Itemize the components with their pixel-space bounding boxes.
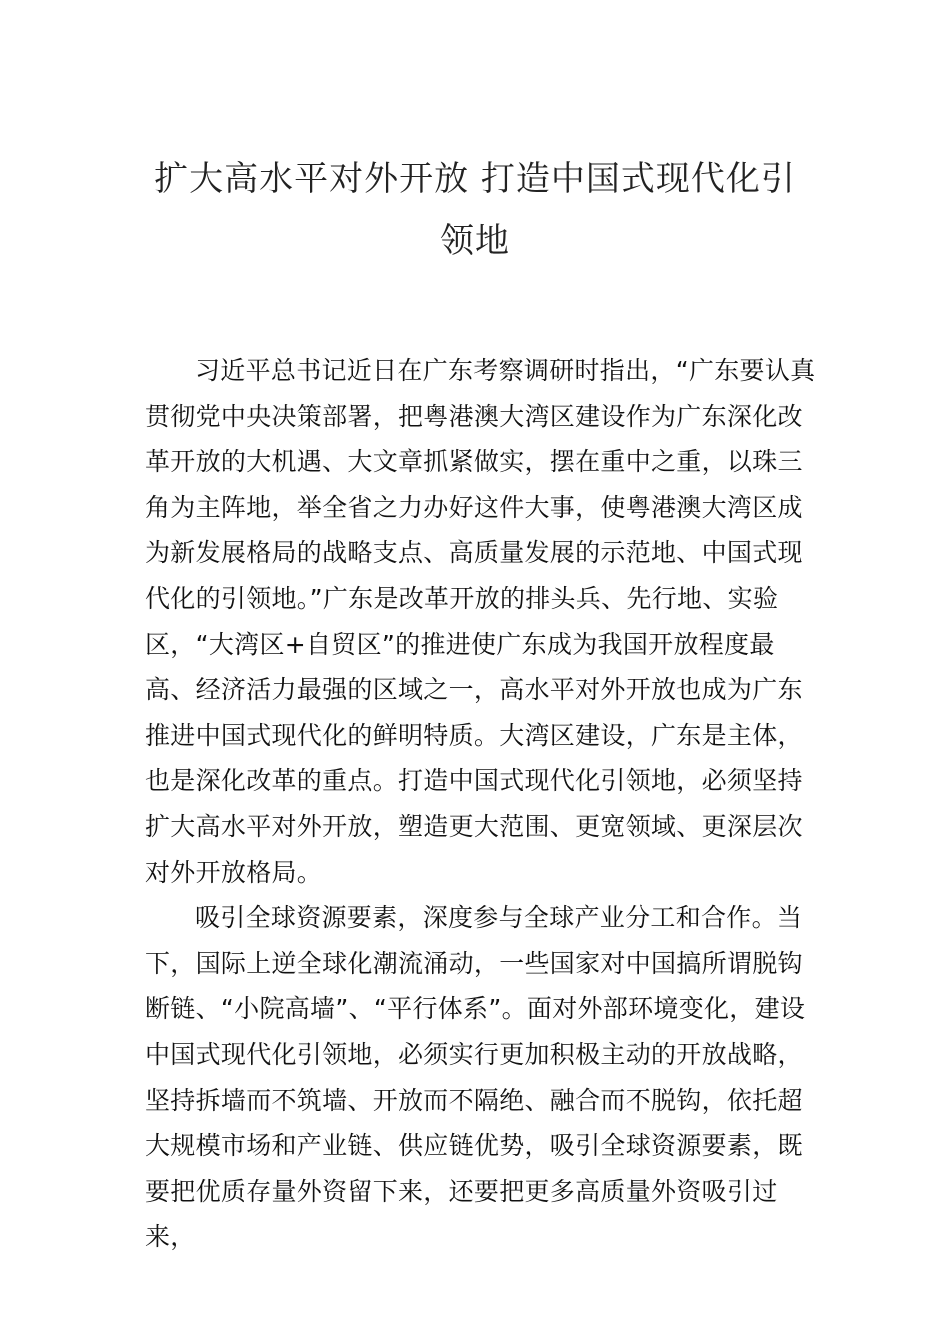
document-title: 扩大高水平对外开放 打造中国式现代化引领地 <box>154 159 796 261</box>
paragraph-2: 吸引全球资源要素，深度参与全球产业分工和合作。当下，国际上逆全球化潮流涌动，一些国家对中国搞所谓脱钩断链、“小院高墙”、“平行体系”。面对外部环境变化，建设中国式现代化引领地，必须实行更加积极主动的开放战略， 坚持拆墙而不筑墙、开放而不隔绝、融合而不脱钩，依托超 大规模市场和产业链、供应链优势，吸引全球资源要素，既 要把优质存量外资留下来，还要把更多高质量外资吸引过来， <box>145 903 806 1252</box>
paragraph-1: 习近平总书记近日在广东考察调研时指出，“广东要认真贯彻党中央决策部署，把粤港澳大湾区建设作为广东深化改革开放的大机遇、大文章抓紧做实，摆在重中之重，以珠三角为主阵地，举全省之力办好这件大事，使粤港澳大湾区成为新发展格局的战略支点、高质量发展的示范地、中国式现代化的引领地。”广东是改革开放的排头兵、先行地、实验区，“大湾区+自贸区”的推进使广东成为我国开放程度最高、经济活力最强的区域之一，高水平对外开放也成为广东推进中国式现代化的鲜明特质。大湾区建设，广东是主体，也是深化改革的重点。打造中国式现代化引领地，必须坚持扩大高水平对外开放，塑造更大范围、更宽领域、更深层次对外开放格局。 <box>145 356 816 887</box>
document-body <box>145 348 825 1260</box>
